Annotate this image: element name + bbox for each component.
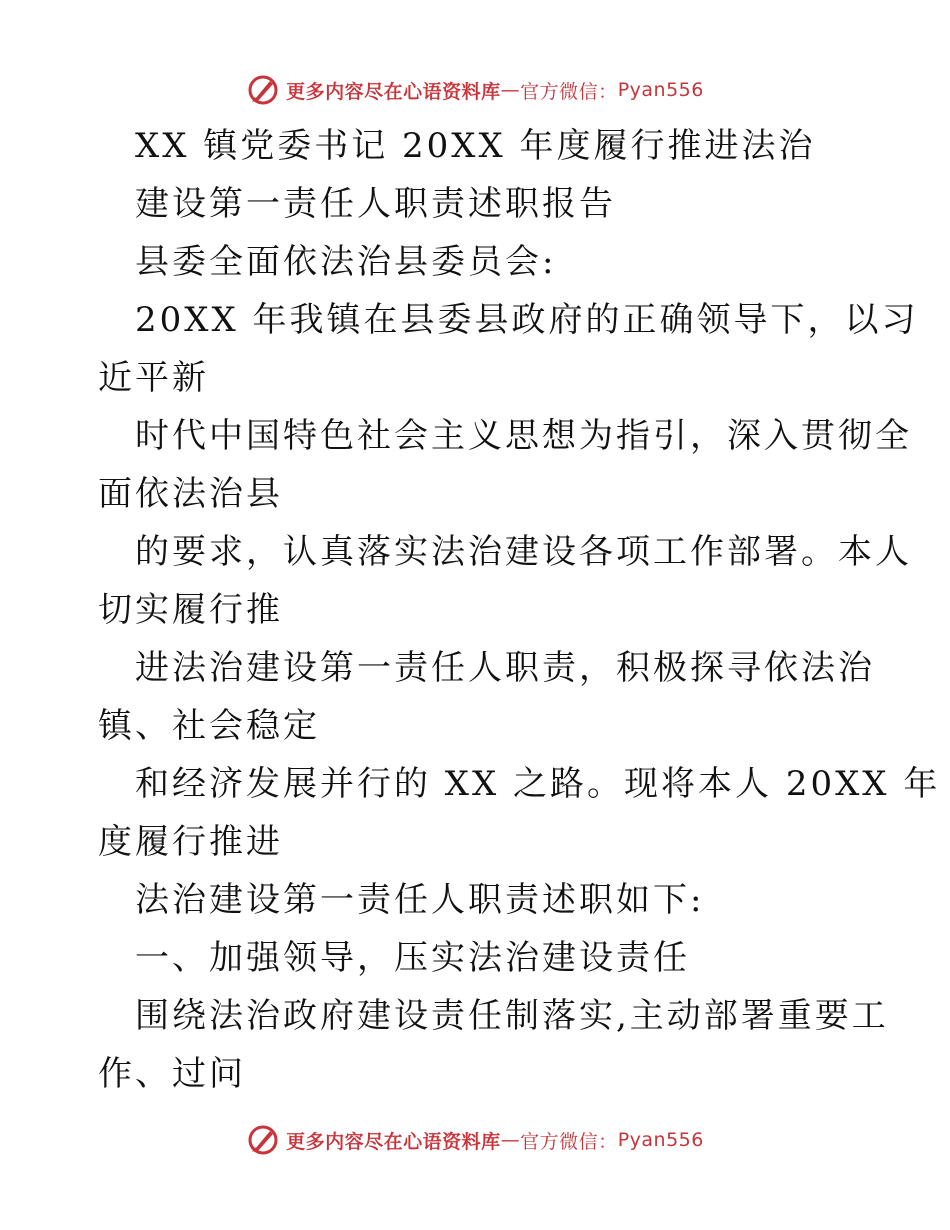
footer-watermark (0, 1120, 950, 1160)
watermark-wechat-label: 官方微信： (520, 80, 618, 103)
quill-logo-icon (246, 73, 280, 107)
doc-text-line: 作、过问 (98, 1054, 246, 1094)
doc-title-line-2: 建设第一责任人职责述职报告 (135, 184, 616, 224)
doc-text-line: 近平新 (98, 358, 209, 398)
doc-text-line: 镇、社会稳定 (98, 706, 320, 746)
doc-text-line: 和经济发展并行的 XX 之路。现将本人 20XX 年 (135, 764, 941, 804)
quill-logo-icon (246, 1123, 280, 1157)
doc-text-line: 进法治建设第一责任人职责，积极探寻依法治 (135, 648, 875, 688)
doc-text-line: 度履行推进 (98, 822, 283, 862)
watermark-wechat-label: 官方微信： (520, 1130, 618, 1153)
watermark-dash: — (500, 1129, 521, 1151)
header-watermark (0, 70, 950, 110)
doc-text-line: 时代中国特色社会主义思想为指引，深入贯彻全 (135, 416, 912, 456)
watermark-text: 更多内容尽在心语资料库 (286, 1130, 501, 1153)
doc-text-line: 的要求，认真落实法治建设各项工作部署。本人 (135, 532, 912, 572)
watermark-dash: — (500, 79, 521, 101)
watermark-text: 更多内容尽在心语资料库 (286, 80, 501, 103)
doc-section-heading: 一、加强领导，压实法治建设责任 (135, 938, 690, 978)
doc-text-line: 法治建设第一责任人职责述职如下: (135, 880, 705, 920)
watermark-wechat-id: Pyan556 (617, 1129, 704, 1151)
doc-title-line-1: XX 镇党委书记 20XX 年度履行推进法治 (135, 126, 816, 166)
doc-text-line: 切实履行推 (98, 590, 283, 630)
doc-text-line: 围绕法治政府建设责任制落实,主动部署重要工 (135, 996, 889, 1036)
doc-text-line: 20XX 年我镇在县委县政府的正确领导下，以习 (135, 300, 919, 340)
doc-text-line: 面依法治县 (98, 474, 283, 514)
doc-salutation: 县委全面依法治县委员会: (135, 242, 557, 282)
watermark-wechat-id: Pyan556 (617, 79, 704, 101)
